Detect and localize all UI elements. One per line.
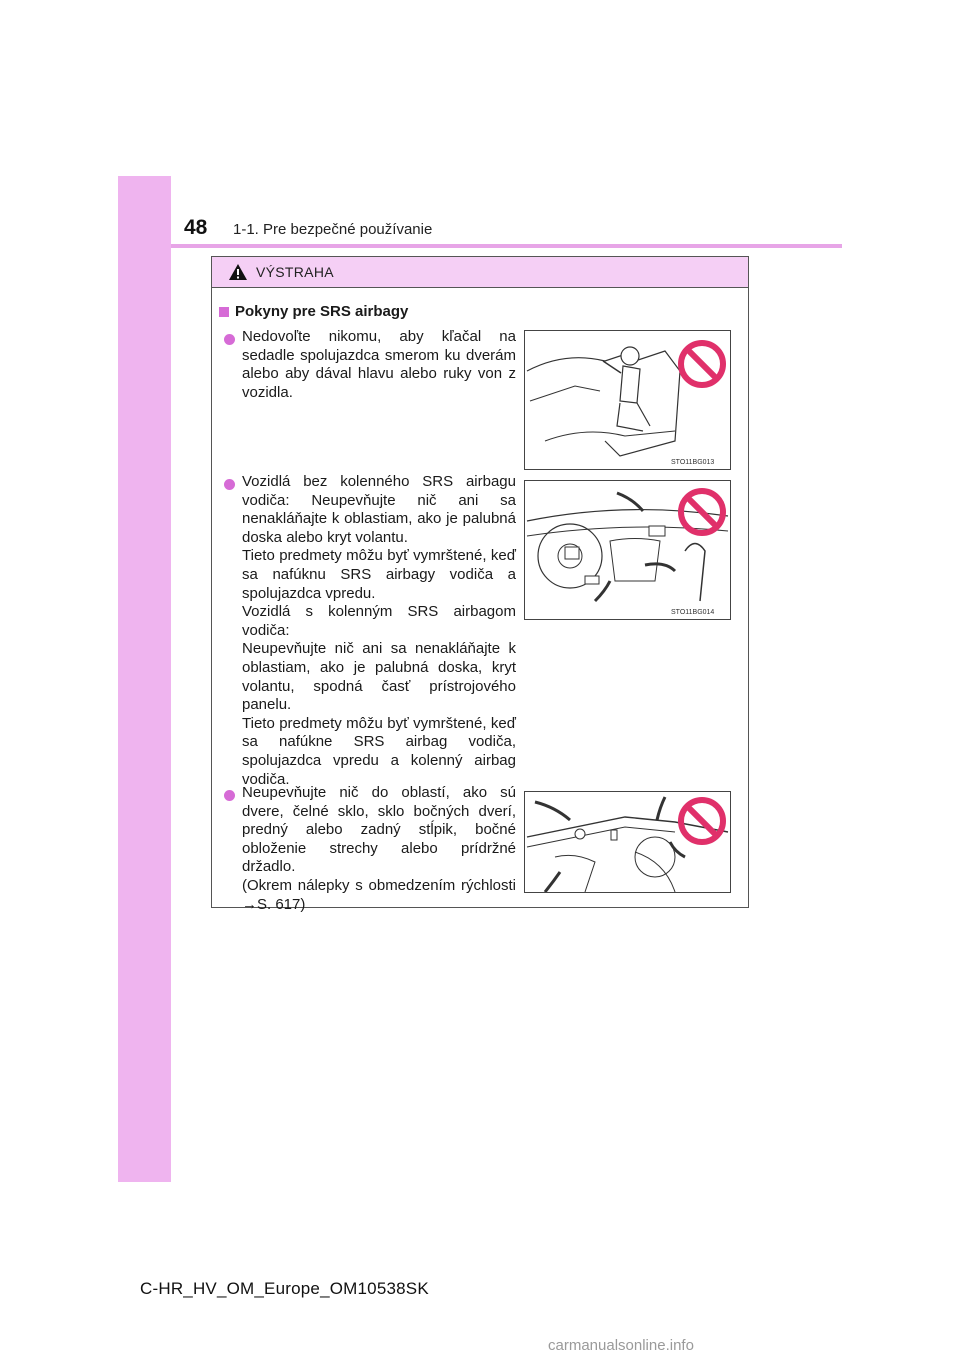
subheading-text: Pokyny pre SRS airbagy	[235, 303, 409, 320]
warning-header	[212, 257, 748, 288]
warning-label: VÝSTRAHA	[256, 264, 334, 280]
prohibition-icon	[677, 339, 727, 389]
header-rule	[171, 244, 842, 248]
document-id-footer: C-HR_HV_OM_Europe_OM10538SK	[140, 1279, 429, 1298]
illustration-interior-pillars	[524, 791, 731, 893]
figure-code-2: STO11BG014	[671, 609, 715, 616]
item-text-3: Neupevňujte nič do oblastí, ako sú dvere, čelné sklo, sklo bočných dverí, predný alebo zadný stĺpik, bočné obloženie strechy alebo prídržné držadlo. (Okrem nálepky s obmedzením rýchlosti →S. 617)	[242, 784, 516, 913]
page-number: 48	[184, 216, 208, 239]
watermark: carmanualsonline.info	[548, 1337, 694, 1354]
item-text-1: Nedovoľte nikomu, aby kľačal na sedadle spolujazdca smerom ku dverám alebo aby dával hlavu alebo ruky von z vozidla.	[242, 328, 516, 401]
warning-box	[211, 256, 749, 913]
side-tab-strip	[118, 176, 171, 1182]
figure-code-1: STO11BG013	[671, 459, 715, 466]
bullet-icon	[224, 479, 235, 490]
illustration-dashboard	[524, 480, 731, 620]
section-subheading	[219, 303, 408, 320]
square-bullet-icon	[219, 307, 229, 317]
bullet-icon	[224, 334, 235, 345]
warning-triangle-icon	[228, 263, 248, 281]
prohibition-icon	[677, 487, 727, 537]
illustration-kneeling-passenger	[524, 330, 731, 470]
bullet-icon	[224, 790, 235, 801]
section-title: 1-1. Pre bezpečné používanie	[233, 221, 433, 238]
item-text-2: Vozidlá bez kolenného SRS airbagu vodiča: Neupevňujte nič ani sa nenakláňajte k oblastiam, ako je palubná doska alebo kryt volantu. Tieto predmety môžu byť vymrštené, keď sa nafúknu SRS airbagy vodiča a spolujazdca vpredu. Vozidlá s kolenným SRS airbagom vodiča: Neupevňujte nič ani sa nenakláňajte k oblastiam, ako je palubná doska, kryt volantu, spodná časť prístrojového panelu. Tieto predmety môžu byť vymrštené, keď sa nafúkne SRS airbag vodiča, spolujazdca vpredu a kolenný airbag vodiča.	[242, 473, 516, 788]
prohibition-icon	[677, 796, 727, 846]
